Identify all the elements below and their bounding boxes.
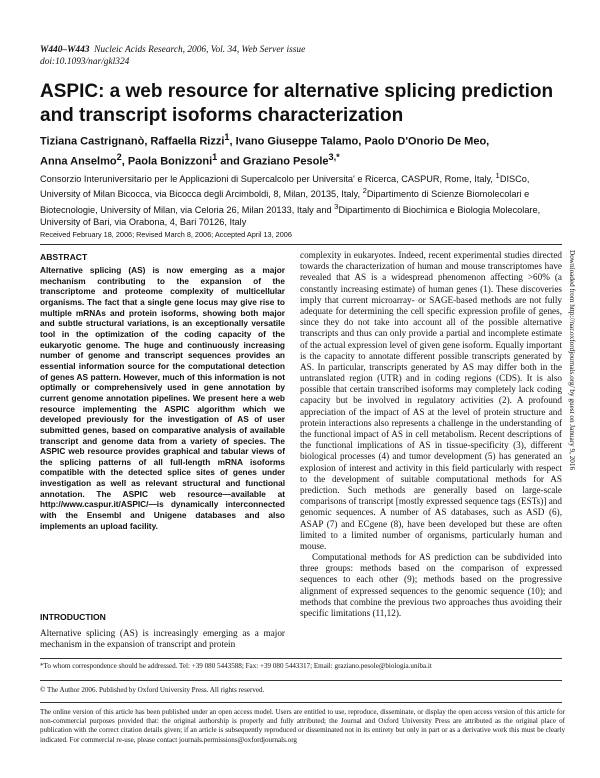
affiliation-text: Consorzio Interuniversitario per le Applicazioni di Supercalcolo per Universita' e Ricerca, CASPUR, Rome, Italy, xyxy=(40,174,493,185)
journal-citation: Nucleic Acids Research, 2006, Vol. 34, Web Server issue xyxy=(94,45,306,55)
doi: doi:10.1093/nar/gkl324 xyxy=(40,57,130,67)
author-text: and Graziano Pesole xyxy=(217,155,329,168)
author-list xyxy=(40,130,560,169)
author-sup: 1 xyxy=(212,151,218,162)
affiliation-sup: 1 xyxy=(495,171,500,180)
right-column xyxy=(300,250,562,619)
author-sup: 1 xyxy=(224,132,230,142)
copyright-note: © The Author 2006. Published by Oxford University Press. All rights reserved. xyxy=(40,686,265,694)
introduction-text: Alternative splicing (AS) is increasingly emerging as a major mechanism in the expansion of transcript and protein xyxy=(40,628,285,649)
download-watermark xyxy=(568,250,578,730)
affiliation-text: Dipartimento di Biochimica e Biologia Molecolare, University of Bari, via Orabona, 4, Bari 70126, Italy xyxy=(40,204,541,228)
paragraph: complexity in eukaryotes. Indeed, recent experimental studies directed towards the characterization of human and mouse transcriptomes have revealed that AS is a widespread phenomenon affecting >60% (a constantly increasing estimate) of human genes (1). These discoveries imply that current microarray- or SAGE-based methods are not fully adequate for determining the cell specific expression profile of genes, since they do not take into account all of the possible alternative transcripts and thus can only provide a partial and incomplete estimate of the actual expression level of given gene isoform. Equally important is the capacity to annotate different possible transcripts generated by AS. In particular, transcripts generated by AS may differ both in the untranslated region (UTR) and in coding regions (CDS). It is also possible that certain transcribed isoforms may completely lack coding capacity but be involved in regulatory activities (2). A profound appreciation of the impact of AS at the level of protein structure and protein interactions also represents a challenge in the understanding of the functional impact of AS in cell metabolism. Recent descriptions of the functional implications of AS in tissue-specificity (3), different biological processes (4) and tumor development (5) has generated an explosion of interest and activity in this field particularly with respect to the development of suitable computational methods for AS prediction. Such methods are generally based on large-scale comparisons of transcript [mostly expressed sequence tags (ESTs)] and genomic sequences. A number of AS databases, such as ASD (6), ASAP (7) and ECgene (8), have been developed but these are often limited to a limited number of organisms, particularly human and mouse. xyxy=(300,250,562,551)
author-text: , Paola Bonizzoni xyxy=(121,155,213,168)
affiliation-sup: 2 xyxy=(362,186,367,196)
divider xyxy=(40,244,562,245)
correspondence-note: *To whom correspondence should be addressed. Tel: +39 080 5443588; Fax: +39 080 5443317; Email: graziano.pesole@biologia.uniba.it xyxy=(40,662,432,670)
affiliation-text: DISCo, University of Milan Bicocca, via Bicocca degli Arcimboldi, 8, Milan, 20135, Italy, xyxy=(40,174,530,200)
author-text: , Ivano Giuseppe Talamo, Paolo D'Onorio De Meo, xyxy=(229,135,490,148)
author-sup: 2 xyxy=(116,151,122,162)
affiliation-text: Dipartimento di Scienze Biomolecolari e Biotecnologie, University of Milan, via Celoria 26, Milan 20133, Italy and xyxy=(40,189,530,215)
divider xyxy=(40,658,562,659)
divider xyxy=(40,680,562,681)
paragraph: Computational methods for AS prediction can be subdivided into three groups: methods based on the comparison of expressed sequences to each other (9); methods based on the progressive alignment of expressed sequences to the genomic sequence (10); and methods that combine the previous two approaches thus avoiding their specific limitations (11,12). xyxy=(300,552,562,618)
running-header xyxy=(40,44,305,68)
abstract-text: Alternative splicing (AS) is now emerging as a major mechanism contributing to the expansion of the transcriptome and proteome complexity of multicellular organisms. The fact that a single gene locus may give rise to multiple mRNAs and protein isoforms, showing both major and subtle structural variations, is an exceptionally versatile tool in the optimization of the coding capacity of the eukaryotic genome. The huge and continuously increasing number of genome and transcript sequences provides an essential information source for the computational detection of genes AS pattern. However, much of this information is not optimally or comprehensively used in gene annotation by current genome annotation pipelines. We present here a web resource implementing the ASPIC algorithm which we developed previously for the investigation of AS of user submitted genes, based on comparative analysis of available transcript and genome data from a variety of species. The ASPIC web resource provides graphical and tabular views of the splicing patterns of all full-length mRNA isoforms compatible with the detected splice sites of genes under investigation as well as relevant structural and functional annotation. The ASPIC web resource—available at http://www.caspur.it/ASPIC/—is dynamically interconnected with the Ensembl and Unigene databases and also implements an upload facility. xyxy=(40,265,285,531)
side-note-text: Downloaded from http://nar.oxfordjournals.org/ by guest on January 9, 2016 xyxy=(568,250,576,471)
page-range: W440–W443 xyxy=(40,45,90,55)
received-dates: Received February 18, 2006; Revised March 8, 2006; Accepted April 13, 2006 xyxy=(40,230,292,239)
author-text: Anna Anselmo xyxy=(40,155,117,168)
divider xyxy=(40,702,562,703)
author-text: Tiziana Castrignanò, Raffaella Rizzi xyxy=(40,135,225,148)
author-sup: 3,* xyxy=(328,151,340,162)
license-note: The online version of this article has been published under an open access model. Users are entitled to use, reproduce, disseminate, or display the open access version of this article for non-commercial purposes provided that: the original authorship is properly and fully attributed; the Journal and Oxford University Press are attributed as the original place of publication with the correct citation details given; if an article is subsequently reproduced or disseminated not in its entirety but only in part or as a derivative work this must be clearly indicated. For commercial re-use, please contact journals.permissions@oxfordjournals.org xyxy=(40,708,565,744)
affiliation-sup: 3 xyxy=(334,201,339,211)
abstract-heading: ABSTRACT xyxy=(40,252,88,262)
introduction-heading: INTRODUCTION xyxy=(40,612,106,622)
article-title: ASPIC: a web resource for alternative splicing prediction and transcript isoforms characterization xyxy=(40,81,554,126)
affiliations xyxy=(40,170,565,228)
